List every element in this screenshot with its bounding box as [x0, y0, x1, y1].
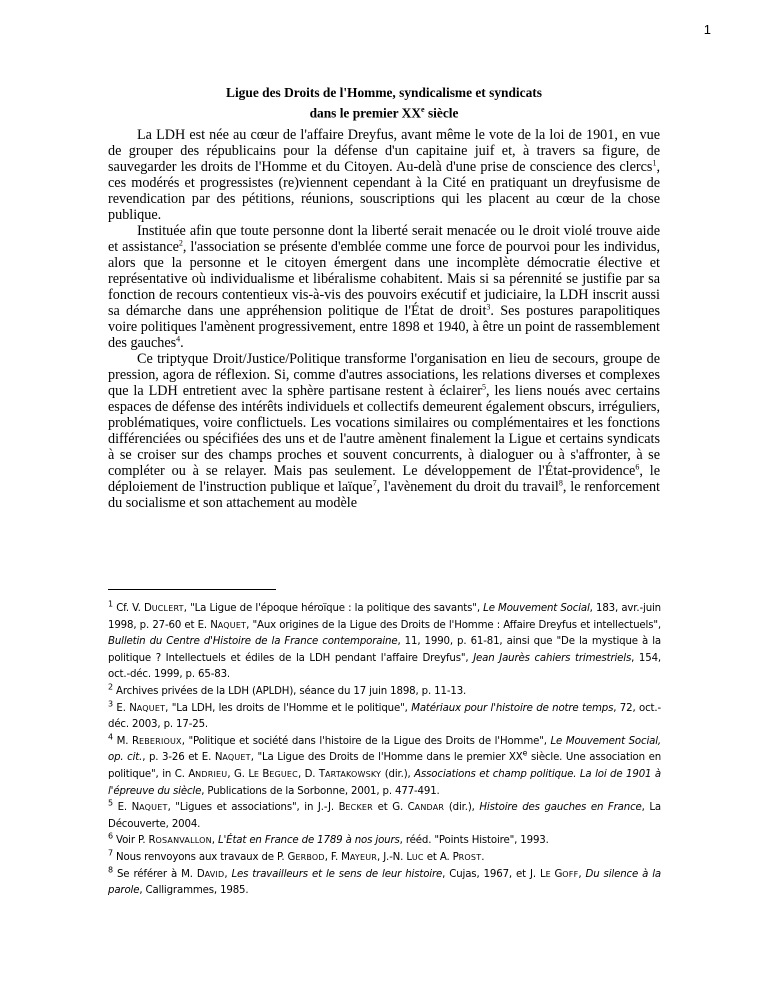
footnote-ref-5: 5: [481, 382, 486, 392]
footnote-4: $^4$ M. REBERIOUX, "Politique et société dans l'histoire de la Ligue des Droits de l'Homme", Le Mouvement Social, op. cit., p. 3-26 et E. NAQUET, "La Ligue des Droits de l'Homme dans le premier XXe siècle. Une association en politique", in C. ANDRIEU, G. LE BEGUEC, D. TARTAKOWSKY (dir.), Associations et champ politique. La loi de 1901 à l'épreuve du siècle, Publications de la Sorbonne, 2001, p. 477-491.: [108, 732, 662, 797]
footnote-1: $^1$ Cf. V. DUCLERT, "La Ligue de l'époque héroïque : la politique des savants", Le Mouvement Social, 183, avr.-juin 1998, p. 27-60 et E. NAQUET, "Aux origines de la Ligue des Droits de l'Homme : Affaire Dreyfus et intellectuels", Bulletin du Centre d'Histoire de la France contemporaine, 11, 1990, p. 61-81, ainsi que "De la mystique à la politique ? Intellectuels et édiles de la LDH pendant l'affaire Dreyfus", Jean Jaurès cahiers trimestriels, 154, oct.-déc. 1999, p. 65-83.: [108, 599, 662, 681]
footnote-8: $^8$ Se référer à M. DAVID, Les travailleurs et le sens de leur histoire, Cujas, 1967, et J. LE GOFF, Du silence à la parole, Calligrammes, 1985.: [108, 865, 662, 897]
footnote-5: $^5$ E. NAQUET, "Ligues et associations", in J.-J. BECKER et G. CANDAR (dir.), Histoire des gauches en France, La Découverte, 2004.: [108, 798, 662, 830]
footnote-ref-3: 3: [486, 302, 491, 312]
page-number: 1: [703, 22, 711, 37]
body-text: [108, 127, 660, 511]
footnote-7: $^7$ Nous renvoyons aux travaux de P. GERBOD, F. MAYEUR, J.-N. LUC et A. PROST.: [108, 848, 485, 863]
footnote-ref-7: 7: [372, 478, 377, 488]
title-line-1: Ligue des Droits de l'Homme, syndicalisme et syndicats: [226, 85, 542, 100]
title-line-2: dans le premier XXe siècle: [309, 105, 459, 121]
paragraph-2: Instituée afin que toute personne dont la liberté serait menacée ou le droit violé trouve aide et assistance$^2$, l'association se présente d'emblée comme une force de pourvoi pour les individus, alors que la personne et le citoyen émergent dans une incomplète démocratie élective et représentative où individualisme et libéralisme cohabitent. Mais si sa pérennité se justifie par sa fonction de recours contentieux vis-à-vis des pouvoirs exécutif et judiciaire, la LDH inscrit aussi sa démarche dans une appréhension politique de l'État de droit$^3$. Ses postures parapolitiques voire politiques l'amènent progressivement, entre 1898 et 1940, à être un point de rassemblement des gauches$^4$.: [108, 223, 661, 351]
footnote-ref-6: 6: [635, 462, 640, 472]
footnote-ref-4: 4: [176, 334, 181, 344]
paragraph-3: Ce triptyque Droit/Justice/Politique transforme l'organisation en lieu de secours, groupe de pression, agora de réflexion. Si, comme d'autres associations, les relations diverses et complexes que la LDH entretient avec la sphère partisane restent à éclairer$^5$, les liens noués avec certains espaces de défense des intérêts individuels et collectifs demeurent également obscurs, irréguliers, problématiques, voire conflictuels. Les vocations similaires ou complémentaires et les fonctions différenciées ou spécifiées des uns et de l'autre amènent finalement la Ligue et certains syndicats à se croiser sur des champs proches et souvent concurrents, à dialoguer ou à s'affronter, à se compléter ou à se relayer. Mais pas seulement. Le développement de l'État-providence$^6$, le déploiement de l'instruction publique et laïque$^7$, l'avènement du droit du travail$^8$, le renforcement du socialisme et son attachement au modèle: [108, 351, 661, 511]
footnote-separator: [108, 589, 276, 590]
footnotes: [108, 601, 661, 900]
footnote-ref-1: 1: [652, 158, 657, 168]
footnote-2: $^2$ Archives privées de la LDH (APLDH), séance du 17 juin 1898, p. 11-13.: [108, 682, 467, 697]
footnote-6: $^6$ Voir P. ROSANVALLON, L'État en France de 1789 à nos jours, rééd. "Points Histoire", 1993.: [108, 831, 549, 847]
footnote-ref-2: 2: [178, 238, 183, 248]
page-title: [108, 84, 660, 121]
footnote-3: $^3$ E. NAQUET, "La LDH, les droits de l'Homme et le politique", Matériaux pour l'histoire de notre temps, 72, oct.-déc. 2003, p. 17-25.: [108, 699, 661, 731]
paragraph-1: La LDH est née au cœur de l'affaire Dreyfus, avant même le vote de la loi de 1901, en vue de grouper des républicains pour la défense d'un capitaine juif et, à travers sa figure, de sauvegarder les droits de l'Homme et du Citoyen. Au-delà d'une prise de conscience des clercs$^1$, ces modérés et progressistes (re)viennent cependant à la Cité en pratiquant un dreyfusisme de revendication par des pétitions, réunions, souscriptions qui les placent au cœur de la chose publique.: [108, 127, 660, 223]
footnote-ref-8: 8: [558, 478, 563, 488]
